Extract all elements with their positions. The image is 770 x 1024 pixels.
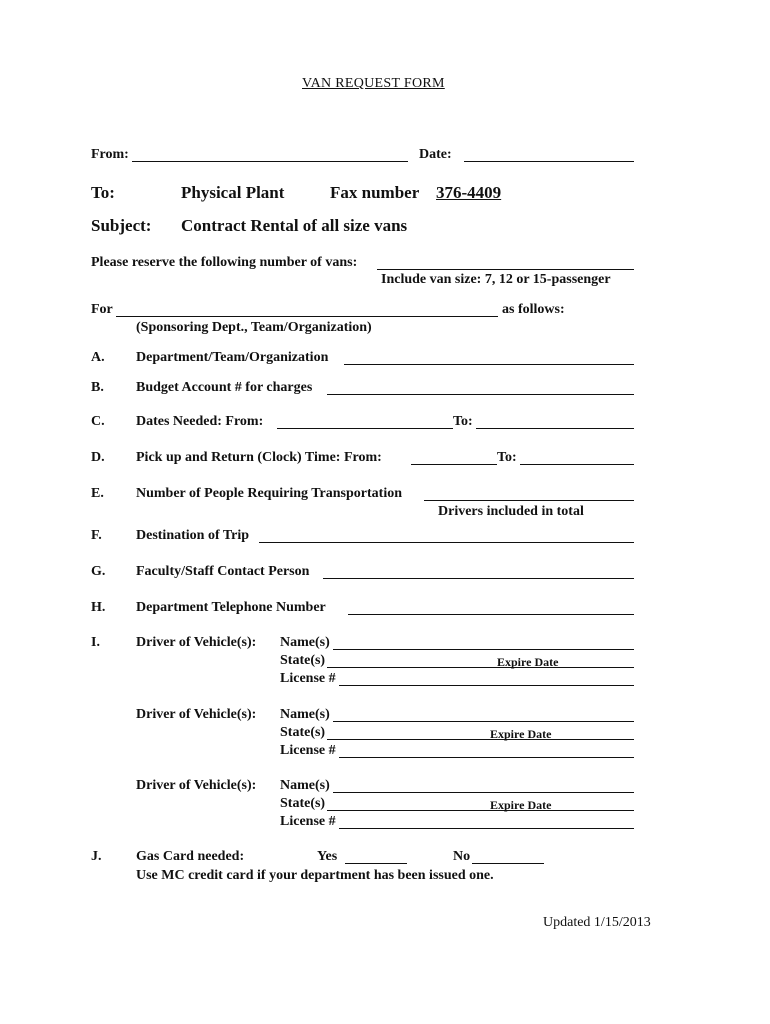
people-count-label: Number of People Requiring Transportation [136, 486, 403, 501]
subject-value: Contract Rental of all size vans [181, 216, 408, 235]
from-field[interactable] [132, 161, 408, 162]
driver-2-label: Driver of Vehicle(s): [136, 707, 257, 722]
dates-to-label: To: [453, 414, 473, 429]
driver-3-name-label: Name(s) [280, 778, 330, 793]
budget-account-label: Budget Account # for charges [136, 380, 313, 395]
item-letter-i: I. [91, 635, 100, 650]
item-letter-e: E. [91, 486, 104, 501]
from-label: From: [91, 147, 129, 162]
contact-person-field[interactable] [323, 578, 634, 579]
fax-value: 376-4409 [436, 183, 502, 202]
for-field[interactable] [116, 316, 498, 317]
item-letter-j: J. [91, 849, 102, 864]
item-letter-b: B. [91, 380, 104, 395]
telephone-label: Department Telephone Number [136, 600, 326, 615]
item-letter-g: G. [91, 564, 106, 579]
pickup-to-field[interactable] [520, 464, 634, 465]
gas-no-field[interactable] [472, 863, 544, 864]
driver-3-license-label: License # [280, 814, 336, 829]
for-suffix: as follows: [502, 302, 565, 317]
dates-to-field[interactable] [476, 428, 634, 429]
date-field[interactable] [464, 161, 634, 162]
date-label: Date: [419, 147, 452, 162]
item-letter-h: H. [91, 600, 106, 615]
people-count-field[interactable] [424, 500, 634, 501]
item-letter-f: F. [91, 528, 102, 543]
driver-2-expire-label: Expire Date [490, 727, 552, 741]
gas-no-label: No [453, 849, 471, 864]
driver-1-expire-label: Expire Date [497, 655, 559, 669]
to-value: Physical Plant [181, 183, 285, 202]
item-letter-d: D. [91, 450, 105, 465]
people-count-note: Drivers included in total [438, 504, 584, 519]
driver-2-name-field[interactable] [333, 721, 634, 722]
for-note: (Sponsoring Dept., Team/Organization) [136, 320, 372, 335]
budget-account-field[interactable] [327, 394, 634, 395]
driver-3-state-label: State(s) [280, 796, 326, 811]
driver-2-name-label: Name(s) [280, 707, 330, 722]
pickup-to-label: To: [497, 450, 517, 465]
driver-1-label: Driver of Vehicle(s): [136, 635, 257, 650]
reserve-note: Include van size: 7, 12 or 15-passenger [381, 272, 611, 287]
driver-3-license-field[interactable] [339, 828, 634, 829]
pickup-time-label: Pick up and Return (Clock) Time: From: [136, 450, 382, 465]
driver-1-name-field[interactable] [333, 649, 634, 650]
driver-2-state-label: State(s) [280, 725, 326, 740]
driver-3-label: Driver of Vehicle(s): [136, 778, 257, 793]
driver-2-license-field[interactable] [339, 757, 634, 758]
driver-3-expire-label: Expire Date [490, 798, 552, 812]
for-label: For [91, 302, 113, 317]
contact-person-label: Faculty/Staff Contact Person [136, 564, 310, 579]
gas-yes-field[interactable] [345, 863, 407, 864]
telephone-field[interactable] [348, 614, 634, 615]
driver-2-license-label: License # [280, 743, 336, 758]
pickup-from-field[interactable] [411, 464, 497, 465]
reserve-field[interactable] [377, 269, 634, 270]
reserve-label: Please reserve the following number of vans: [91, 255, 358, 270]
driver-1-state-label: State(s) [280, 653, 326, 668]
item-letter-a: A. [91, 350, 105, 365]
driver-1-name-label: Name(s) [280, 635, 330, 650]
driver-1-license-field[interactable] [339, 685, 634, 686]
department-label: Department/Team/Organization [136, 350, 329, 365]
destination-field[interactable] [259, 542, 634, 543]
driver-2-state-field[interactable] [327, 739, 634, 740]
item-letter-c: C. [91, 414, 105, 429]
gas-card-note: Use MC credit card if your department has been issued one. [136, 868, 494, 883]
to-label: To: [91, 183, 115, 202]
dates-from-field[interactable] [277, 428, 453, 429]
gas-yes-label: Yes [317, 849, 338, 864]
page-title: VAN REQUEST FORM [302, 76, 445, 91]
updated-date: Updated 1/15/2013 [543, 915, 651, 930]
department-field[interactable] [344, 364, 634, 365]
driver-1-state-field[interactable] [327, 667, 634, 668]
gas-card-label: Gas Card needed: [136, 849, 245, 864]
dates-needed-label: Dates Needed: From: [136, 414, 264, 429]
fax-label: Fax number [330, 183, 420, 202]
subject-label: Subject: [91, 216, 152, 235]
driver-3-state-field[interactable] [327, 810, 634, 811]
driver-1-license-label: License # [280, 671, 336, 686]
driver-3-name-field[interactable] [333, 792, 634, 793]
destination-label: Destination of Trip [136, 528, 250, 543]
